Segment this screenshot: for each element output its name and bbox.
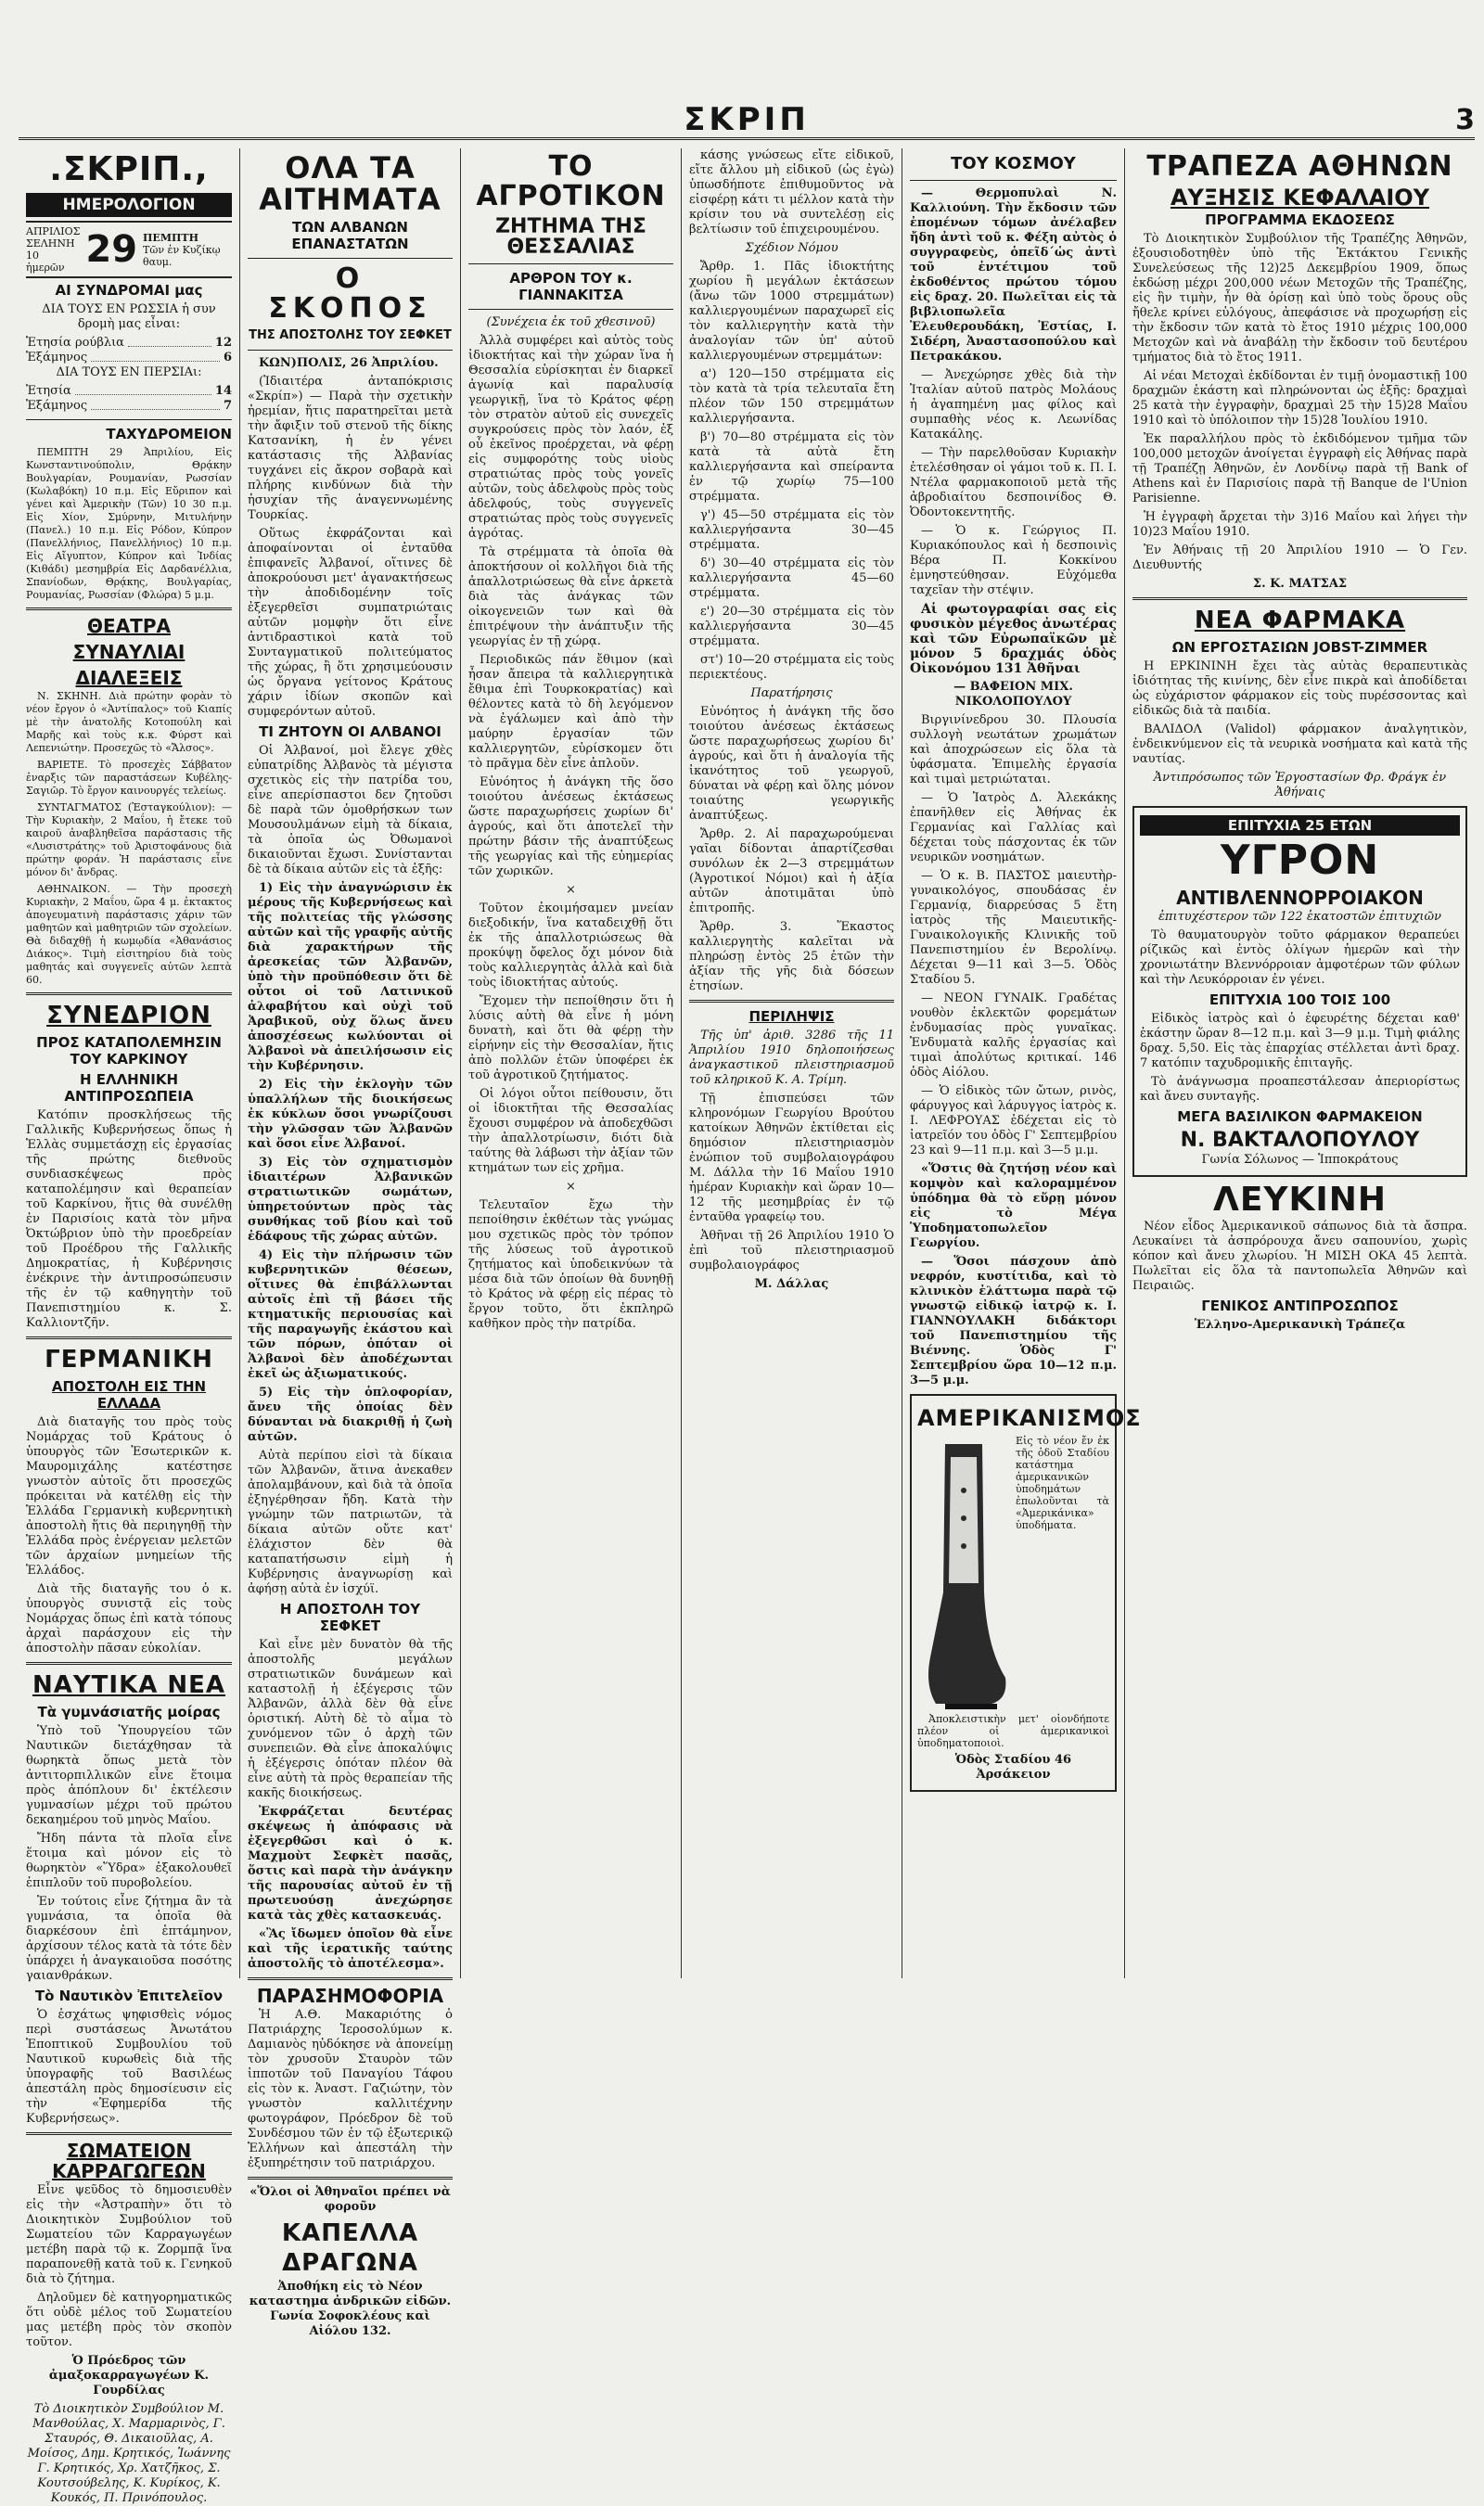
guild-heading: ΣΩΜΑΤΕΙΟΝ ΚΑΡΡΑΓΩΓΕΩΝ <box>52 2140 206 2182</box>
article-paragraph: Αὐτὰ περίπου εἰσὶ τὰ δίκαια τῶν Ἀλβανῶν, ἅτινα ἀνεκαθεν ἀπολαμβάνουν, καὶ διὰ τὰ ὁποῖα ἐξηγέρθησαν ἤδη. Κατὰ τὴν γνώμην τῶν πατριωτῶν, τὰ δίκαια αὐτῶν οὔτε κατ' ἐλάχιστον δὲν θὰ καταπατήσωσιν εἰμὴ ἡ Κυβέρνησις ἀναγνωρίσῃ καὶ ἀφήσῃ αὐτὰ ἐν ἰσχύϊ. <box>248 1449 453 1596</box>
column-6 <box>1124 148 1475 1978</box>
article-paragraph: Οὕτως ἐκφράζονται καὶ ἀποφαίνονται οἱ ἐνταῦθα ἐπιφανεῖς Ἀλβανοί, οἵτινες δὲ ἀποκρούουσι μετ' ἀγανακτήσεως τὴν ἀποδιδομένην τοῖς ἐξεγερθεῖσι συμπατριώταις αὐτῶν μομφὴν ὅτι εἶνε ἀντιδραστικοὶ κατὰ τοῦ Συνταγματικοῦ πολιτεύματος τῆς χώρας, ἢ ὅτι χρησιμεύουσιν ὡς ὄργανα γείτονος Κράτους χάριν ἰδίων σκοπῶν καὶ συμφερόντων αὐτοῦ. <box>248 527 453 719</box>
remedy-banner: ΕΠΙΤΥΧΙΑ 25 ΕΤΩΝ <box>1140 815 1460 836</box>
article-paragraph: Ἄρθρ. 2. Αἱ παραχωρούμεναι γαῖαι δίδονται ἀπαρτίζεσθαι συνόλων ἐκ 2—3 στρεμμάτων (Ἀγροτικοί Νόμοι) καὶ ἡ ἀξία αὐτῶν ἀποτιμᾶται ὑπὸ ἐπιτροπῆς. <box>689 827 894 915</box>
hat-ad-line: «Ὅλοι οἱ Ἀθηναῖοι πρέπει νὰ φοροῦν <box>249 2185 451 2214</box>
article-paragraph: 3) Εἰς τὸν σχηματισμὸν ἰδιαιτέρων Ἀλβανικῶν στρατιωτικῶν σωμάτων, ὑπηρετούντων πρὸς τὰς συνθήκας τοῦ βίου καὶ τοῦ ἐδάφους τῆς χώρας αὐτῶν. <box>248 1156 453 1244</box>
medicines-heading: ΝΕΑ ΦΑΡΜΑΚΑ <box>1194 607 1406 634</box>
theatre-text: ΣΥΝΤΑΓΜΑΤΟΣ (Ἐσταγκούλιον): —Τὴν Κυριακὴν, 2 Μαΐου, ἡ ἔτεκε τοῦ καιροῦ ἀναβληθεῖσα παράστασις τῆς «Λυσιστράτης» τοῦ Ἀριστοφάνους διὰ πρώτην φοράν. Ἡ παράστασις εἶνε μόνον δι' ἄνδρας. <box>26 801 232 878</box>
remedy-tagline: ἐπιτυχέστερον τῶν 122 ἑκατοστῶν ἐπιτυχιῶν <box>1158 910 1442 924</box>
navy-text: Ὑπὸ τοῦ Ὑπουργείου τῶν Ναυτικῶν διετάχθησαν τὰ θωρηκτὰ ὅπως μετὰ τὸν ἀντιτορπιλλικῶν εἶνε ἕτοιμα πρὸς ἀπόπλουν δι' ἐκτέλεσιν γυμνασίων μέχρι τοῦ πρώτου δεκαημέρου τοῦ μηνὸς Μαΐου. <box>26 1724 232 1827</box>
article-paragraph: (Ἰδιαιτέρα ἀνταπόκρισις «Σκρίπ») — Παρὰ τὴν σχετικὴν ἠρεμίαν, ἥτις παρατηρεῖται μετὰ τὴν ἄφιξιν τοῦ στενοῦ τῆς δίκης Κατσανίκη, ἡ ἐν γένει κατάστασις τῆς Ἀλβανίας τυγχάνει εἰς ἄκρον σοβαρὰ καὶ πλήρης κινδύνων διὰ τὴν ἡσυχίαν τῆς ἀναγεννωμένης Τουρκίας. <box>248 375 453 522</box>
dateline: ΚΩΝ)ΠΟΛΙΣ, 26 Ἀπριλίου. <box>259 356 439 370</box>
subscriptions-russia: ΔΙΑ ΤΟΥΣ ΕΝ ΡΩΣΣΙΑ ἡ συν δρομὴ μας εἶναι: <box>42 302 216 331</box>
paper-title: .ΣΚΡΙΠ., <box>49 150 209 188</box>
remedy-ad <box>1132 806 1467 1177</box>
article-paragraph: 5) Εἰς τὴν ὁπλοφορίαν, ἄνευ τῆς ὁποίας δὲν δύνανται νὰ διακριθῇ ἡ ζωὴ αὐτῶν. <box>248 1386 453 1444</box>
column-1 <box>19 148 239 2505</box>
article-paragraph: β') 70—80 στρέμματα εἰς τὸν κατὰ τὰ αὐτὰ ἔτη καλλιεργήσαντα καὶ σπείραντα ἐν τῷ χωρίῳ 75—100 στρέμματα. <box>689 430 894 504</box>
article-paragraph: Καὶ εἶνε μὲν δυνατὸν θὰ τῆς ἀποστολῆς μεγάλων στρατιωτικῶν δυνάμεων καὶ καταστολῇ ἡ ἐξέγερσις τῶν Ἀλβανῶν, ἀλλὰ δὲν θὰ εἶνε ὁριστική. Αὐτὴ δὲ τὸ αἷμα τὸ χυνόμενον τῶν ὁ ἀρχὴ τῶν συνεπειῶν. Θὰ εἶνε ἀποκαλύψις ἡ ἐξέγερσις ὁπόταν πλέον θὰ εἶνε αὐτὴ τὰ πρὸς θεραπείαν τῆς κακῆς διοικήσεως. <box>248 1638 453 1800</box>
agrarian-headline: ΤΟ ΑΓΡΟΤΙΚΟΝ <box>476 150 666 212</box>
remedy-subheading: ΑΝΤΙΒΛΕΝΝΟΡΡΟΙΑΚΟΝ <box>1176 887 1424 909</box>
photo-ad: Αἱ φωτογραφίαι σας εἰς φυσικὸν μέγεθος ἀνωτέρας καὶ τῶν Εὐρωπαϊκῶν μὲ μόνον 5 δραχμάς ὁδὸς Οἰκονόμου 131 Ἀθῆναι <box>910 602 1117 676</box>
article-paragraph: Περιοδικῶς πάν ἔθιμον (καὶ ἦσαν ἄπειρα τὰ καλλιεργητικὰ ἔθιμα ἐπὶ Τουρκοκρατίας) καὶ θέλοντες κατὰ τὸ δὴ λεγόμενον νὰ ἐγάλωμεν καὶ ἀπὸ τὴν μαύρην ἐργασίαν τῶν καλλιεργητῶν, εὑρίσκομεν ὅτι τὸ πρᾶγμα δὲν εἶνε ἀπλοῦν. <box>468 653 673 771</box>
society-item: Βιργινίνεδρου 30. Πλουσία συλλογὴ νεωτάτων χρωμάτων καὶ ἀποχρώσεων εἰς ὅλα τὰ ὑφάσματα. Ἐπιμελὴς ἐργασία καὶ τιμαὶ μετριώταται. <box>910 713 1117 786</box>
article-paragraph: 4) Εἰς τὴν πλήρωσιν τῶν κυβερνητικῶν θέσεων, οἵτινες θὰ ἐπιβάλλωνται αὐτοῖς ἐπὶ τῇ βάσει τῆς κτηματικῆς περιουσίας καὶ τῆς παραγωγῆς ἐκάστου καὶ τῶν πόρων, ὁπόταν οἱ Ἀλβανοὶ δὲν ἀποδέχωνται ἐκεῖ ὡς ἀξιωματικούς. <box>248 1248 453 1381</box>
albania-headline-3: Ο ΣΚΟΠΟΣ <box>268 262 432 325</box>
article-paragraph: Ἡ Α.Θ. Μακαριότης ὁ Πατριάρχης Ἱεροσολύμων κ. Δαμιανὸς ηὐδόκησε νὰ ἀπονείμῃ τὸν χρυσοῦν Σταυρὸν τῶν ἱπποτῶν τοῦ Παναγίου Τάφου εἰς τὸν κ. Ἀναστ. Γαζιώτην, τὸν γνωστὸν καλλιτέχνην φωτογράφον, Πρόεδρον δὲ τοῦ Συνδέσμου τῶν ἐν τῷ ἐξωτερικῷ Ἑλλήνων καὶ ἀπεστάλη τὴν ἐξυπηρέτησιν τοῦ πατριάρχου. <box>248 2008 453 2170</box>
calendar-weekday: ΠΕΜΠΤΗ <box>143 231 198 244</box>
bank-paragraph: Ἐκ παραλλήλου πρὸς τὸ ἐκδιδόμενον τμῆμα τῶν 100,000 μετοχῶν ἀνοίγεται ἐγγραφὴ εἰς Ἀθήνας παρὰ τῇ Τραπέζῃ Ἀθηνῶν, ἐν Λονδίνῳ παρὰ τῇ Bank of Athens καὶ ἐν Παρισίοις παρὰ τῇ Banque de l'Union Parisienne. <box>1132 432 1467 505</box>
article-paragraph: Ἀλλὰ συμφέρει καὶ αὐτὸς τοὺς ἰδιοκτήτας καὶ τὴν χώραν ἵνα ἡ Θεσσαλία εὑρίσκηται ἐν διαρκεῖ ἀγωνίᾳ καὶ παραλυσίᾳ γεωργικῇ, ἵνα τὸ Κράτος φέρῃ τὸν στρατὸν αὐτοῦ εἰς συνεχεῖς συγκρούσεις πρὸς τὸν λαόν, ἐξ οὗ ἐκεῖνος προέρχεται, νὰ φέρῃ εἰς συμφορότης τοὺς υἱοὺς στρατιώτας πρὸς τοὺς γονεῖς αὐτῶν, τοὺς ἀδελφοὺς πρὸς τοὺς ἀδελφούς, τοὺς συγγενεῖς στρατιώτας πρὸς τοὺς συγγενεῖς ἀγρότας. <box>468 334 673 541</box>
hat-ad-text: Ἀποθήκη εἰς τὸ Νέον καταστημα ἀνδρικῶν εἰδῶν. Γωνία Σοφοκλέους καὶ Αἰόλου 132. <box>249 2280 452 2338</box>
medicine-item: Η ΕΡΚΙΝΙΝΗ ἔχει τὰς αὐτὰς θεραπευτικὰς ἰδιότητας τῆς κινίνης, δὲν εἶνε πικρὰ καὶ ἀποδίδεται ὡς εὐχάριστον φάρμακον εἰς τοὺς πυρέσσοντας καὶ εἰδικῶς διὰ τὰ παιδία. <box>1132 659 1467 718</box>
agrarian-headline-2: ΖΗΤΗΜΑ ΤΗΣ ΘΕΣΣΑΛΙΑΣ <box>495 215 646 259</box>
calendar-saint: Τῶν ἐν Κυζίκῳ θαυμ. <box>143 243 221 268</box>
society-heading: ΤΟΥ ΚΟΣΜΟΥ <box>951 154 1076 173</box>
decorations-heading: ΠΑΡΑΣΗΜΟΦΟΡΙΑ <box>256 1985 444 2007</box>
draft-law-heading: Σχέδιον Νόμου <box>745 241 838 255</box>
guild-text: Εἶνε ψεῦδος τὸ δημοσιευθὲν εἰς τὴν «Ἀστραπὴν» ὅτι τὸ Διοικητικὸν Συμβούλιον τοῦ Σωματείου τῶν Καρραγωγέων μετέβη παρὰ τῷ κ. Ζορμπᾷ ἵνα παραπονεθῇ κατὰ τοῦ κ. Γενηκοῦ διὰ τὸ ζήτημα. <box>26 2183 232 2286</box>
article-paragraph: Τῇ ἐπισπεύσει τῶν κληρονόμων Γεωργίου Βρούτου κατοίκων Ἀθηνῶν ἐκτίθεται εἰς δημόσιον πλειστηριασμὸν ἐνώπιον τοῦ συμβολαιογράφου Μ. Δάλλα τὴν 16 Μαΐου 1910 ἡμέραν Κυριακὴν καὶ ὥραν 10—12 τῆς μεσημβρίας ἐν τῷ ἐνταῦθα γραφείῳ του. <box>689 1092 894 1224</box>
soap-text: Νέον εἶδος Ἀμερικανικοῦ σάπωνος διὰ τὰ ἄσπρα. Λευκαίνει τὰ ἀσπρόρουχα ἄνευ σαπουνίου, χωρὶς κόπον καὶ ἄνευ χλωρίου. Ἡ ΜΙΣΗ ΟΚΑ 45 λεπτὰ. Πωλεῖται εἰς ὅλα τὰ παντοπωλεῖα Ἀθηνῶν καὶ Πειραιῶς. <box>1132 1220 1467 1293</box>
society-item: — Ὁ Ἰατρὸς Δ. Ἀλεκάκης ἐπανῆλθεν εἰς Ἀθήνας ἐκ Γερμανίας καὶ Γαλλίας καὶ δέχεται τοὺς πάσχοντας ἐκ τῶν νευρικῶν νοσημάτων. <box>910 791 1117 864</box>
german-text: Διὰ τῆς διαταγῆς του ὁ κ. ὑπουργὸς συνιστᾷ εἰς τοὺς Νομάρχας ὅπως ἐπὶ κατὰ τόπους ἀρχαὶ παράσχουν εἰς τὴν ἀποστολὴν πᾶσαν εὐκολίαν. <box>26 1582 232 1656</box>
article-paragraph: γ') 45—50 στρέμματα εἰς τὸν καλλιεργήσαντα 30—45 στρέμματα. <box>689 508 894 552</box>
congress-text: Κατόπιν προσκλήσεως τῆς Γαλλικῆς Κυβερνήσεως ὅπως ἡ Ἑλλὰς συμμετάσχῃ εἰς ἐργασίας τῆς πρώτης διεθνοῦς συνδιασκέψεως πρὸς καταπολέμησιν καὶ θεραπείαν τοῦ Καρκίνου, ἥτις θὰ συνέλθῃ ἐν Παρισίοις κατὰ τὸν μῆνα Ὀκτώβριον ὑπὸ τὴν προεδρείαν τοῦ Προέδρου τῆς Γαλλικῆς Δημοκρατίας, ἡ Κυβέρνησις ἐνέκρινε τὴν ἀντιπροσώπευσιν τῆς ἐν τῷ καθηγητὴν τοῦ Πανεπιστημίου κ. Σ. Καλλιοντζῆν. <box>26 1108 232 1330</box>
bank-paragraph: Τὸ Διοικητικὸν Συμβούλιον τῆς Τραπέζης Ἀθηνῶν, ἐξουσιοδοτηθὲν ὑπὸ τῆς Ἐκτάκτου Γενικῆς Συνελεύσεως τῆς 12)25 Δεκεμβρίου 1909, ὅπως ἐκδώσῃ μέχρι 200,000 νέων Μετοχῶν τῆς Τραπέζης, εἰς ἣν τιμὴν, ἦν θὰ ὁρίσῃ καὶ ὑπὸ τοὺς ὅρους οὓς ἤθελε κρίνει εὐλόγους, ἀπεφάσισε νὰ προχωρήσῃ εἰς τὴν ἔκδοσιν τῶν κατὰ τὸ ἔτος 1910 μέχρις 100,000 Μετοχῶν καὶ νὰ ἀναβάλῃ τὴν ἔκδοσιν τοῦ δευτέρου τμήματος διὰ τὸ ἔτος 1911. <box>1132 232 1467 364</box>
navy-text: Ὁ ἐσχάτως ψηφισθεὶς νόμος περὶ συστάσεως Ἀνωτάτου Ἐποπτικοῦ Συμβουλίου τοῦ Ναυτικοῦ κυρωθεὶς διὰ τῆς ὑπογραφῆς τοῦ Βασιλέως ἀπεστάλη πρὸς δημοσίευσιν εἰς τὴν «Ἐφημερίδα τῆς Κυβερνήσεως». <box>26 2008 232 2126</box>
medicines-subheading: ΩΝ ΕΡΓΟΣΤΑΣΙΩΝ JOBST-ZIMMER <box>1171 639 1428 656</box>
calendar-day: 29 <box>85 228 138 271</box>
article-paragraph: Οἱ Ἀλβανοί, μοὶ ἔλεγε χθὲς εὐπατρίδης Ἀλβανὸς τὰ μέγιστα σχετικὸς εἰς τὴν πατρίδα του, εἶνε απερίσπαστοι δεν ζητοῦσι δὲ παρὰ τῶν ὁμοθρήσκων των Μουσουλμάνων εἰμὴ τὰ δίκαια, τὰ ὁποῖα ὡς Ὀθωμανοὶ δικαιοῦνται ἔχωσι. Συνίστανται δὲ τὰ δίκαια αὐτῶν εἰς τὰ ἐξῆς: <box>248 744 453 876</box>
article-paragraph: στ') 10—20 στρέμματα εἰς τοὺς περιεκτέους. <box>689 653 894 682</box>
pharmacy-address: Γωνία Σόλωνος — Ἱπποκράτους <box>1201 1153 1399 1167</box>
article-paragraph: α') 120—150 στρέμματα εἰς τὸν κατὰ τὰ τρία τελευταῖα ἔτη πλέον τῶν 150 στρεμμάτων καλλιεργήσαντα. <box>689 367 894 426</box>
medicine-item: ΒΑΛΙΔΟΛ (Validol) φάρμακον ἀναλγητικὸν, ἐνδεικνύμενον εἰς τὰ νευρικὰ νοσήματα καὶ κατὰ τῆς ναυτίας. <box>1132 722 1467 766</box>
theatre-text: Ν. ΣΚΗΝΗ. Διὰ πρώτην φορὰν τὸ νέον ἔργον ὁ «Ἀντίπαλος» τοῦ Κιαπίς μὲ τὴν ἀνατολῆς Κοτοπούλη καὶ Μαρῆς καὶ τοὺς κ.κ. Φύρστ καὶ Λεπενιώτην. Προσεχῶς τὸ «Ἄλσος». <box>26 690 232 754</box>
remedy-text: Τὸ θαυματουργὸν τοῦτο φάρμακον θεραπεύει ρίζικῶς καὶ ἐντὸς ὀλίγων ἡμερῶν καὶ τὴν χρονιωτάτην Βλεννόρροιαν ἀμφοτέρων τῶν φύλων καὶ τὴν Λευκόρροιαν ἐν γένει. <box>1140 928 1460 987</box>
article-paragraph: Ἄρθρ. 1. Πᾶς ἰδιοκτήτης χωρίου ἢ μεγάλων ἐκτάσεων (ἄνω τῶν 1000 στρεμμάτων) καλλιεργουμένων παραχωρεῖ εἰς τὸν καλλιεργητὴν κατὰ τὴν ἀναλογίαν τῶν ὑπ' αὐτοῦ καλλιεργουμένων στρεμμάτων: <box>689 260 894 363</box>
americanism-note: Ἀποκλειστικὴν μετ' οἰονδήποτε πλέον οἱ ἀμερικανικοὶ ὑποδηματοποιοὶ. <box>917 1713 1109 1749</box>
masthead <box>19 101 1475 140</box>
theatre-text: ΒΑΡΙΕΤΕ. Τὸ προσεχὲς Σάββατον ἐναρξις τῶν παραστάσεων Κυβέλης-Σαγιῶρ. Τὸ ἔργον καινουργές τελείως. <box>26 759 232 797</box>
post-heading: ΤΑΧΥΔΡΟΜΕΙΟΝ <box>106 426 232 442</box>
albania-headline: ΟΛΑ ΤΑ ΑΙΤΗΜΑΤΑ <box>259 150 441 217</box>
column-5 <box>902 148 1142 1978</box>
subscriptions-heading: ΑΙ ΣΥΝΔΡΟΜΑΙ μας <box>55 282 203 299</box>
society-item: — Ὁ κ. Γεώργιος Π. Κυριακόπουλος καὶ ἡ δεσποινὶς Βέρα Π. Κοκκίνου ἐμνηστεύθησαν. Εὐχόμεθα ταχεῖαν τὴν στέψιν. <box>910 524 1117 597</box>
bank-subheading: ΑΥΞΗΣΙΣ ΚΕΦΑΛΑΙΟΥ <box>1170 185 1430 211</box>
article-paragraph: «Ἂς ἴδωμεν ὁποῖον θὰ εἶνε καὶ τῆς ἱερατικῆς ταύτης ἀποστολῆς τὸ ἀποτέλεσμα». <box>248 1927 453 1971</box>
navy-text: Ἐν τούτοις εἶνε ζήτημα ἂν τὰ γυμνάσια, τα ὁποῖα θὰ διαρκέσουν ἐπὶ ἑπτάμηνον, ἀρχίσουν τέλος κατὰ τὰ τότε δὲν ὑπάρχει ἡ ἀναγκαιοῦσα ποσότης γαιανθράκων. <box>26 1895 232 1983</box>
remark-heading: Παρατήρησις <box>750 686 833 700</box>
concerts-heading: ΣΥΝΑΥΛΙΑΙ <box>72 641 186 663</box>
article-paragraph: Τὰ στρέμματα τὰ ὁποῖα θὰ ἀποκτήσουν οἱ κολλῆγοι διὰ τῆς ἀπαλλοτριώσεως θὰ εἶνε ἀρκετὰ διὰ τὰς ἀνάγκας τῶν οἰκογενειῶν των καὶ θὰ ἐπιτρέψουν τὴν ἀνάπτυξιν τῆς γεωργίας ἐν τῇ χώρᾳ. <box>468 545 673 648</box>
albania-subheading: ΤΙ ΖΗΤΟΥΝ ΟΙ ΑΛΒΑΝΟΙ <box>259 723 441 740</box>
americanism-ad <box>910 1394 1142 1792</box>
article-paragraph: 2) Εἰς τὴν ἐκλογὴν τῶν ὑπαλλήλων τῆς διοικήσεως ἐκ κύκλων ὅσοι γνωρίζουσι τὴν γλῶσσαν τῶν Ἀλβανῶν καὶ ὅσοι εἶνε Ἀλβανοί. <box>248 1078 453 1151</box>
albania-headline-4: ΤΗΣ ΑΠΟΣΤΟΛΗΣ ΤΟΥ ΣΕΦΚΕΤ <box>249 328 452 342</box>
americanism-address: Ὁδὸς Σταδίου 46 Ἀρσάκειον <box>954 1753 1072 1782</box>
navy-subheading: Τὰ γυμνάσιατῆς μοίρας <box>37 1704 221 1720</box>
article-paragraph: Εὐνόητος ἡ ἀνάγκη τῆς ὅσο τοιούτου ἀνέσεως ἐκτάσεως ὥστε παραχωρήσεις χωρίων δι' ἀγρούς, καὶ ὅτι ἀποτελεῖ τὴν πρώτην βάσιν τῆς ἀναπτύξεως τῆς γεωργίας καὶ τῆς εὐημερίας τῶν χωρικῶν. <box>468 775 673 878</box>
column-4 <box>681 148 902 1978</box>
society-item: — Ἀνεχώρησε χθὲς διὰ τὴν Ἰταλίαν αὐτοῦ πατρὸς Μολάους ἡ ἀγαπημένη μας φίλος καὶ συμπαθὴς νέος κ. Λεωνίδας Κατακάλης. <box>910 368 1117 441</box>
remedy-heading: ΥΓΡΟΝ <box>1220 837 1380 884</box>
article-paragraph: Ἀθῆναι τῇ 26 Ἀπριλίου 1910 Ὁ ἐπὶ τοῦ πλειστηριασμοῦ συμβολαιογράφος <box>689 1229 894 1272</box>
society-item: — Θερμοπυλαὶ Ν. Καλλιούνη. Τὴν ἔκδοσιν τῶν ἐπομένων τόμων ἀνέλαβεν ἤδη ἀντὶ τοῦ κ. Φέξη αὐτὸς ὁ συγγραφεὺς, ὁπεῖδ΄ὡς ἀντὶ τοῦ ἐντέτιμου τοῦ ἐκδοθέντος πρώτου τόμου εἰς δραχ. 20. Πωλεῖται εἰς τὰ βιβλιοπωλεῖα Ἐλευθερουδάκη, Ἑστίας, Ι. Σιδέρη, Ἀναστασοπούλου καὶ Πετρακάκου. <box>910 186 1117 364</box>
remedy-text: Εἰδικὸς ἰατρὸς καὶ ὁ ἐφευρέτης δέχεται καθ' ἑκάστην ὥραν 8—12 π.μ. καὶ 3—9 μ.μ. Τιμὴ φιάλης δραχ. 5,50. Εἰς τὰς ἐπαρχίας στέλλεται ἀντὶ δραχ. 7 κατόπιν ταχυδρομικῆς ἐπιταγῆς. <box>1140 1012 1460 1070</box>
navy-text: Ἤδη πάντα τὰ πλοῖα εἶνε ἕτοιμα καὶ μόνον εἰς τὸ θωρηκτὸν «Ὕδρα» ἐξακολουθεῖ ἐπιπλοῦν τοῦ πυροβολείου. <box>26 1832 232 1890</box>
article-paragraph: Τελευταῖον ἔχω τὴν πεποίθησιν ἐκθέτων τὰς γνώμας μου σχετικῶς πρὸς τὸν τρόπον τῆς λύσεως τοῦ ἀγροτικοῦ ζητήματος καὶ ὑποδεικνύων τὰ μέσα διὰ τῶν ὁποίων θὰ δυνηθῇ τὸ Κράτος νὰ φέρῃ εἰς πέρας τὸ ἔργον τοῦτο, ὅτι ἐκπληρῶ καθῆκον πρὸς τὴν πατρίδα. <box>468 1198 673 1331</box>
column-2 <box>239 148 460 2338</box>
soap-heading: ΛΕΥΚΙΝΗ <box>1212 1181 1388 1219</box>
calendar-block <box>26 221 232 278</box>
continuation-note: (Συνέχεια ἐκ τοῦ χθεσινοῦ) <box>486 315 656 329</box>
theatre-heading: ΘΕΑΤΡΑ <box>87 615 171 637</box>
subscriptions-persia: ΔΙΑ ΤΟΥΣ ΕΝ ΠΕΡΣΙΑι: <box>56 365 202 379</box>
hat-ad-heading: ΚΑΠΕΛΛΑ ΔΡΑΓΩΝΑ <box>281 2219 419 2277</box>
boot-illustration-icon <box>917 1435 1010 1713</box>
masthead-title: ΣΚΡΙΠ <box>684 101 810 138</box>
general-agent-name: Ἑλληνο-Αμερικανικὴ Τράπεζα <box>1194 1318 1406 1332</box>
society-item: — Ὁ κ. Β. ΠΑΣΤΟΣ μαιευτὴρ-γυναικολόγος, σπουδάσας ἐν Γερμανίᾳ, διαρρεύσας 5 ἔτη ἰατρὸς τῆς Μαιευτικῆς-Γυναικολογικῆς Κλινικῆς τοῦ Πανεπιστημίου ἐν Βερολίνῳ. Δέχεται 9—11 καὶ 3—5. Ὁδὸς Σταδίου 5. <box>910 869 1117 987</box>
article-paragraph: Ἔχομεν τὴν πεποίθησιν ὅτι ἡ λύσις αὐτὴ θὰ εἶνε ἡ μόνη δυνατὴ, καὶ ὅτι θὰ φέρῃ τὴν εἰρήνην εἰς τὴν Θεσσαλίαν, ἥτις ἀπὸ πολλῶν ἐτῶν ὑποφέρει ἐκ τοῦ ἀγροτικοῦ ζητήματος. <box>468 994 673 1082</box>
pharmacy-heading: ΜΕΓΑ ΒΑΣΙΛΙΚΟΝ ΦΑΡΜΑΚΕΙΟΝ <box>1177 1108 1423 1125</box>
guild-text: Δηλοῦμεν δὲ κατηγορηματικῶς ὅτι οὐδὲ μέλος τοῦ Σωματείου μας μετέβη πρὸς τὸν σκοπὸν τοῦτον. <box>26 2291 232 2349</box>
remedy-text: Τὸ ἀνάγνωσμα προαπεστάλεσαν ἀπεριορίστως καὶ ἄνευ συνταγῆς. <box>1140 1075 1460 1104</box>
bank-heading: ΤΡΑΠΕΖΑ ΑΘΗΝΩΝ <box>1146 150 1453 183</box>
guild-members: Τὸ Διοικητικὸν Συμβούλιον Μ. Μανθούλας, Χ. Μαρμαρινὸς, Γ. Σταυρός, Θ. Δικαιοῦλας, Α. Μοίσος, Δημ. Κρητικός, Ἰωάννης Γ. Κρητικός, Χρ. Χατζῆκος, Σ. Κουτσούβελης, Κ. Κυρίκος, Κ. Κουκός, Π. Πρινόπουλος. <box>27 2402 231 2505</box>
americanism-heading: ΑΜΕΡΙΚΑΝΙΣΜΟΣ <box>917 1405 1142 1431</box>
guild-signature: Ὁ Πρόεδρος τῶν ἀμαξοκαρραγωγέων Κ. Γουρδίλας <box>48 2354 210 2397</box>
article-paragraph: δ') 30—40 στρέμματα εἰς τὸν καλλιεργήσαντα 45—60 στρέμματα. <box>689 556 894 600</box>
congress-subheading-2: Η ΕΛΛΗΝΙΚΗ ΑΝΤΙΠΡΟΣΩΠΕΙΑ <box>64 1071 194 1105</box>
society-item: «Ὅστις θὰ ζητήσῃ νέον καὶ κομψὸν καὶ καλοραμμένον ὑπόδημα θὰ τὸ εὕρῃ μόνον εἰς τὸ Μέγα Ὑποδηματοπωλεῖον Γεωργίου. <box>910 1162 1117 1250</box>
notary-signature: Μ. Δάλλας <box>754 1277 829 1291</box>
subscription-row: Ἐτησία 14 <box>26 384 232 398</box>
article-paragraph: Εὐνόητος ἡ ἀνάγκη τῆς ὅσο τοιούτου ἀνέσεως ἐκτάσεως ὥστε παραχωρήσεως χωρίου δι' ἀγρούς, καὶ ὅτι ἡ ἀναλογία τῆς ἰκανότητος τοῦ γεωργοῦ, δύναται νὰ φέρῃ καὶ ὅλης μόνον τοιαύτης γεωργικῆς ἀναπτύξεως. <box>689 705 894 823</box>
article-paragraph: Ἐκφράζεται δευτέρας σκέψεως ἡ ἀπόφασις νὰ ἐξεγερθῶσι καὶ ὁ κ. Μαχμοὺτ Σεφκὲτ πασᾶς, ὅστις καὶ παρὰ τὴν ἀνάγκην τῆς παρουσίας αὐτοῦ ἐν τῇ πρωτευούσῃ ἀνεχώρησε κατὰ τὰς χθὲς κατασκευάς. <box>248 1805 453 1923</box>
pharmacy-name: Ν. ΒΑΚΤΑΛΟΠΟΥΛΟΥ <box>1180 1129 1420 1152</box>
subscription-row: Ἑξάμηνος 6 <box>26 351 232 364</box>
bank-paragraph: Ἐν Ἀθήναις τῇ 20 Ἀπριλίου 1910 — Ὁ Γεν. Διευθυντής <box>1132 543 1467 572</box>
bank-signature: Σ. Κ. ΜΑΤΣΑΣ <box>1252 577 1348 591</box>
society-item: — Ὁ εἰδικὸς τῶν ὤτων, ρινὸς, φάρυγγος καὶ λάρυγγος ἰατρὸς κ. Ι. ΛΕΦΡΟΥΑΣ ἐδέχεται εἰς τὸ ἰατρεῖόν του ὁδὸς Γ' Σεπτεμβρίου 23 καὶ 9—11 π.μ. καὶ 3—5 μ.μ. <box>910 1084 1117 1157</box>
congress-heading: ΣΥΝΕΔΡΙΟΝ <box>46 1002 211 1029</box>
lectures-heading: ΔΙΑΛΕΞΕΙΣ <box>75 667 183 689</box>
theatre-text: ΑΘΗΝΑΙΚΟΝ. — Τὴν προσεχὴ Κυριακὴν, 2 Μαΐου, ὥρα 4 μ. ἐκτακτος ἀπογευματινὴ παράστασις χάριν τῶν μαθητῶν καὶ μαθητριῶν τῶν σχολείων. Θὰ διδαχθῇ ἡ κωμῳδία «Ἀθανάσιος Διάκος». Τιμὴ εἰσιτηρίου διὰ τοὺς μαθητάς καὶ συγγενεῖς αὐτῶν λεπτὰ 60. <box>26 883 232 986</box>
german-heading: ΓΕΡΜΑΝΙΚΗ <box>45 1346 213 1374</box>
article-paragraph: Οἱ λόγοι οὗτοι πείθουσιν, ὅτι οἱ ἰδιοκτῆται τῆς Θεσσαλίας ἔχουσι συμφέρον νὰ ἀποδεχθῶσι τὴν ἀπαλλοτρίωσιν, διότι διὰ ταύτης θὰ λάβωσι τὴν ἀξίαν τῶν κτημάτων των εἰς χρῆμα. <box>468 1087 673 1175</box>
calendar-moon: ΣΕΛΗΝΗ <box>26 237 75 249</box>
german-subheading: ΑΠΟΣΤΟΛΗ ΕΙΣ ΤΗΝ ΕΛΛΑΔΑ <box>51 1378 207 1412</box>
calendar-heading: ΗΜΕΡΟΛΟΓΙΟΝ <box>26 193 232 217</box>
americanism-text: Εἰς τὸ νέον ἔν ἐκ τῆς ὁδοῦ Σταδίου κατάστημα ἀμερικανικῶν ὑποδημάτων ἐπωλοῦνται τὰ «Ἀμερικάνικα» ὑποδήματα. <box>1016 1435 1109 1531</box>
bank-paragraph: Ἡ ἐγγραφὴ ἄρχεται τὴν 3)16 Μαΐου καὶ λήγει τὴν 10)23 Μαΐου 1910. <box>1132 510 1467 539</box>
albania-headline-2: ΤΩΝ ΑΛΒΑΝΩΝ ΕΠΑΝΑΣΤΑΤΩΝ <box>291 219 409 252</box>
post-text: ΠΕΜΠΤΗ 29 Ἀπριλίου, Εἰς Κωνσταντινούπολιν, Θρᾴκην Βουλγαρίαν, Ρουμανίαν, Ρωσσίαν (Κωλαβόκη) 10 π.μ. Εἰς Εὔριπον καὶ γένει καὶ Ἀμερικὴν (Τῶν) 10 30 π.μ. Εἰς Χίον, Σμύρνην, Μιτυλήνην (Πανελ.) 10 π.μ. Εἰς Ρόδον, Κύπρον (Πανελλήνιος, Πανελλήνιος) 10 π.μ. Εἰς Αἴγυπτον, Κύπρον καὶ Ἰνδίας (Κιθάδι) μεσημβρία Εἰς Δαρδανέλλια, Σπανίοδων, Θρᾴκης, Βουλγαρίας, Ρουμανίας, Ρωσσίαν (Φλώρα) 5 μ.μ. <box>26 446 232 601</box>
calendar-month: ΑΠΡΙΛΙΟΣ <box>26 225 81 237</box>
remedy-success: ΕΠΙΤΥΧΙΑ 100 ΤΟΙΣ 100 <box>1209 991 1391 1008</box>
congress-subheading: ΠΡΟΣ ΚΑΤΑΠΟΛΕΜΗΣΙΝ ΤΟΥ ΚΑΡΚΙΝΟΥ <box>36 1034 222 1068</box>
subscription-row: Ἐτησία ρούβλια 12 <box>26 336 232 350</box>
calendar-moon-days: 10 ἡμερῶν <box>26 249 65 274</box>
medicines-agent: Ἀντιπρόσωπος τῶν Ἐργοστασίων Φρ. Φράγκ ἐν Ἀθήναις <box>1153 771 1447 799</box>
albania-subheading: Η ΑΠΟΣΤΟΛΗ ΤΟΥ ΣΕΦΚΕΤ <box>279 1601 421 1634</box>
society-item: — Ὅσοι πάσχουν ἀπὸ νεφρόν, κυστίτιδα, καὶ τὸ κλινικὸν ἐλάττωμα παρὰ τῷ γνωστῷ εἰδικῷ ἰατρῷ κ. Ι. ΓΙΑΝΝΟΥΛΑΚΗ διδάκτορι τοῦ Πανεπιστημίου τῆς Βιέννης. Ὁδὸς Γ' Σεπτεμβρίου ὥρα 10—12 π.μ. 3—5 μ.μ. <box>910 1255 1117 1387</box>
society-item: — ΝΕΟΝ ΓΥΝΑΙΚ. Γραδέτας νουθὸν ἐκλεκτῶν φορεμάτων ἐνδυμασίας πρὸς γυναῖκας. Ἐνδυματὰ καλῆς ἐργασίας καὶ τιμαὶ ἀπολύτως κριτικαί. 146 ὁδὸς Αἰόλου. <box>910 991 1117 1080</box>
summary-heading: ΠΕΡΙΛΗΨΙΣ <box>748 1008 835 1025</box>
article-paragraph: Τοῦτον ἐκοιμήσαμεν μνείαν διεξοδικήν, ἵνα καταδειχθῇ ὅτι ἐκ τῆς ἀπαλλοτριώσεως θὰ προκύψῃ ὄφελος ὄχι μόνον διὰ τοὺς καλλιεργητὰς ἀλλὰ καὶ διὰ τοὺς ἰδιοκτήτας αὐτούς. <box>468 901 673 990</box>
navy-subheading-2: Τὸ Ναυτικὸν Ἐπιτελεῖον <box>34 1988 224 2004</box>
subscription-row: Ἑξάμηνος 7 <box>26 399 232 413</box>
german-text: Διὰ διαταγῆς του πρὸς τοὺς Νομάρχας τοῦ Κράτους ὁ ὑπουργὸς τῶν Ἐσωτερικῶν κ. Μαυρομιχάλης κατέστησε γνωστὸν αὐτοῖς ὅτι προσεχῶς πρόκειται νὰ κατέλθῃ εἰς τὴν Ἑλλάδα Γερμανικὴ κυβερνητικὴ ἀποστολὴ ἥτις θὰ περιηγηθῇ τὴν Ἑλλάδα πρὸς ἐνέργειαν μελετῶν τῶν ἀρχαίων μνημείων τῆς Ἑλλάδος. <box>26 1415 232 1578</box>
column-3: ΤΟ ΑΓΡΟΤΙΚΟΝ ΖΗΤΗΜΑ ΤΗΣ ΘΕΣΣΑΛΙΑΣ ΑΡΘΡΟΝ ΤΟΥ κ. ΓΙΑΝΝΑΚΙΤΣΑ (Συνέχεια ἐκ τοῦ χθεσινοῦ) Ἀλλὰ συμφέρει καὶ αὐτὸς τοὺς ἰδιοκτήτας καὶ τὴν χώραν ἵνα ἡ Θεσσαλία εὑρίσκηται ἐν διαρκεῖ ἀγωνίᾳ καὶ παραλυσίᾳ γεωργικῇ, ἵνα τὸ Κράτος φέρῃ τὸν στρατὸν αὐτοῦ εἰς συνεχεῖς συγκρούσεις πρὸς τὸν λαόν, ἐξ οὗ ἐκεῖνος προέρχεται, νὰ φέρῃ εἰς συμφορότης τοὺς υἱοὺς στρατιώτας πρὸς τοὺς γονεῖς αὐτῶν, τοὺς ἀδελφοὺς πρὸς τοὺς ἀδελφούς, τοὺς συγγενεῖς στρατιώτας πρὸς τοὺς συγγενεῖς ἀγρότας. Τὰ στρέμματα τὰ ὁποῖα θὰ ἀποκτήσουν οἱ κολλῆγοι διὰ τῆς ἀπαλλοτριώσεως θὰ εἶνε ἀρκετὰ διὰ τὰς ἀνάγκας τῶν οἰκογενειῶν των καὶ θὰ ἐπιτρέψουν τὴν ἀνάπτυξιν τῆς γεωργίας ἐν τῇ χώρᾳ. Περιοδικῶς πάν ἔθιμον (καὶ ἦσαν ἄπειρα τὰ καλλιεργητικὰ ἔθιμα ἐπὶ Τουρκοκρατίας) καὶ θέλοντες κατὰ τὸ δὴ λεγόμενον νὰ ἐγάλωμεν καὶ ἀπὸ τὴν μαύρην ἐργασίαν τῶν καλλιεργητῶν, εὑρίσκομεν ὅτι τὸ πρᾶγμα δὲν εἶνε ἀπλοῦν. Εὐνόητος ἡ ἀνάγκη τῆς ὅσο τοιούτου ἀνέσεως ἐκτάσεως ὥστε παραχωρήσεις χωρίων δι' ἀγρούς, καὶ ὅτι ἀποτελεῖ τὴν πρώτην βάσιν τῆς ἀναπτύξεως τῆς γεωργίας καὶ τῆς εὐημερίας τῶν χωρικῶν. × Τοῦτον ἐκοιμήσαμεν μνείαν διεξοδικήν, ἵνα καταδειχθῇ ὅτι ἐκ τῆς ἀπαλλοτριώσεως θὰ προκύψῃ ὄφελος ὄχι μόνον διὰ τοὺς καλλιεργητὰς ἀλλὰ καὶ διὰ τοὺς ἰδιοκτήτας αὐτούς. Ἔχομεν τὴν πεποίθησιν ὅτι ἡ λύσις αὐτὴ θὰ εἶνε ἡ μόνη δυνατὴ, καὶ ὅτι θὰ φέρῃ τὴν εἰρήνην εἰς τὴν Θεσσαλίαν, ἥτις ἀπὸ πολλῶν ἐτῶν ὑποφέρει ἐκ τοῦ ἀγροτικοῦ ζητήματος. Οἱ λόγοι οὗτοι πείθουσιν, ὅτι οἱ ἰδιοκτῆται τῆς Θεσσαλίας ἔχουσι συμφέρον νὰ ἀποδεχθῶσι τὴν ἀπαλλοτρίωσιν, διότι διὰ ταύτης θὰ λάβωσι τὴν ἀξίαν τῶν κτημάτων των εἰς χρῆμα. × Τελευταῖον ἔχω τὴν πεποίθησιν ἐκθέτων τὰς γνώμας μου σχετικῶς πρὸς τὸν τρόπον τῆς λύσεως τοῦ ἀγροτικοῦ ζητήματος καὶ ὑποδεικνύων τὰ μέσα διὰ τῶν ὁποίων θὰ δυνηθῇ τὸ Κράτος νὰ φέρῃ εἰς πέρας τὸ ἔργον τοῦτο, ὅτι ἐκπληρῶ καθῆκον πρὸς τὴν πατρίδα. <box>460 148 681 1978</box>
page-number: 3 <box>1455 104 1475 136</box>
bank-program-heading: ΠΡΟΓΡΑΜΜΑ ΕΚΔΟΣΕΩΣ <box>1205 211 1395 228</box>
article-paragraph: κάσης γνώσεως εἴτε εἰδικοῦ, εἴτε ἄλλου μὴ εἰδικοῦ (ὡς ἐγὼ) ὑπωσδήποτε ἐπιθυμοῦντος νὰ εἰσφέρῃ κάτι τι μέλλον κατὰ τὴν κρίσιν του νὰ συντελέσῃ εἰς βελτίωσιν τοῦ ἐπιχειρουμένου. <box>689 148 894 237</box>
dye-works-heading: — ΒΑΦΕΙΟΝ ΜΙΧ. ΝΙΚΟΛΟΠΟΥΛΟΥ <box>953 680 1073 709</box>
article-paragraph: ε') 20—30 στρέμματα εἰς τὸν καλλιεργήσαντα 30—45 στρέμματα. <box>689 605 894 648</box>
general-agent-heading: ΓΕΝΙΚΟΣ ΑΝΤΙΠΡΟΣΩΠΟΣ <box>1201 1298 1399 1314</box>
article-paragraph: Ἄρθρ. 3. Ἕκαστος καλλιεργητὴς καλεῖται νὰ πληρώσῃ ἐντὸς 25 ἐτῶν τὴν ἀξίαν τῆς γῆς διὰ δόσεων ἐτησίων. <box>689 920 894 993</box>
society-item: — Τὴν παρελθοῦσαν Κυριακὴν ἐτελέσθησαν οἱ γάμοι τοῦ κ. Π. Ι. Ντέλα φαρμακοποιοῦ μετὰ τῆς ἀβροδιαίτου δεσποινίδος Θ. Ὀδοντοκεντητῆς. <box>910 446 1117 519</box>
summary-intro: Τῆς ὑπ' ἀριθ. 3286 τῆς 11 Ἀπριλίου 1910 δηλοποιήσεως ἀναγκαστικοῦ πλειστηριασμοῦ τοῦ κληρικοῦ Κ. Α. Τρίμη. <box>689 1029 894 1087</box>
bank-paragraph: Αἱ νέαι Μετοχαὶ ἐκδίδονται ἐν τιμῇ ὀνομαστικῇ 100 δραχμῶν ἑκάστη καὶ πληρώνονται ὡς ἑξῆς: δραχμαὶ 25 κατὰ τὴν ἐγγραφὴν, δραχμαὶ 25 τὴν 15)28 Μαΐου 1910 καὶ τὸ ὑπόλοιπον τὴν 15)28 Ἰουλίου 1910. <box>1132 369 1467 428</box>
article-paragraph: 1) Εἰς τὴν ἀναγνώρισιν ἐκ μέρους τῆς Κυβερνήσεως καὶ τῆς πολιτείας τῆς γλώσσης αὐτῶν καὶ τῆς γραφῆς αὐτῆς διὰ χαρακτήρων τῆς ἀρεσκείας τῶν Ἀλβανῶν, ὑπὸ τὴν προϋπόθεσιν ὅτι δὲ οὗτοι οἱ τοῦ Λατινικοῦ ἀλφαβήτου καὶ οὐχὶ τοῦ Ἀραβικοῦ, οὐχ ὅλως ἄνευ ἀποσχέσεως κωλύονται οἱ Ἀλβανοὶ νὰ ἀπειλήσωσιν εἰς τὴν Κυβέρνησιν. <box>248 881 453 1073</box>
agrarian-byline: ΑΡΘΡΟΝ ΤΟΥ κ. ΓΙΑΝΝΑΚΙΤΣΑ <box>509 270 633 303</box>
navy-heading: ΝΑΥΤΙΚΑ ΝΕΑ <box>32 1671 226 1699</box>
